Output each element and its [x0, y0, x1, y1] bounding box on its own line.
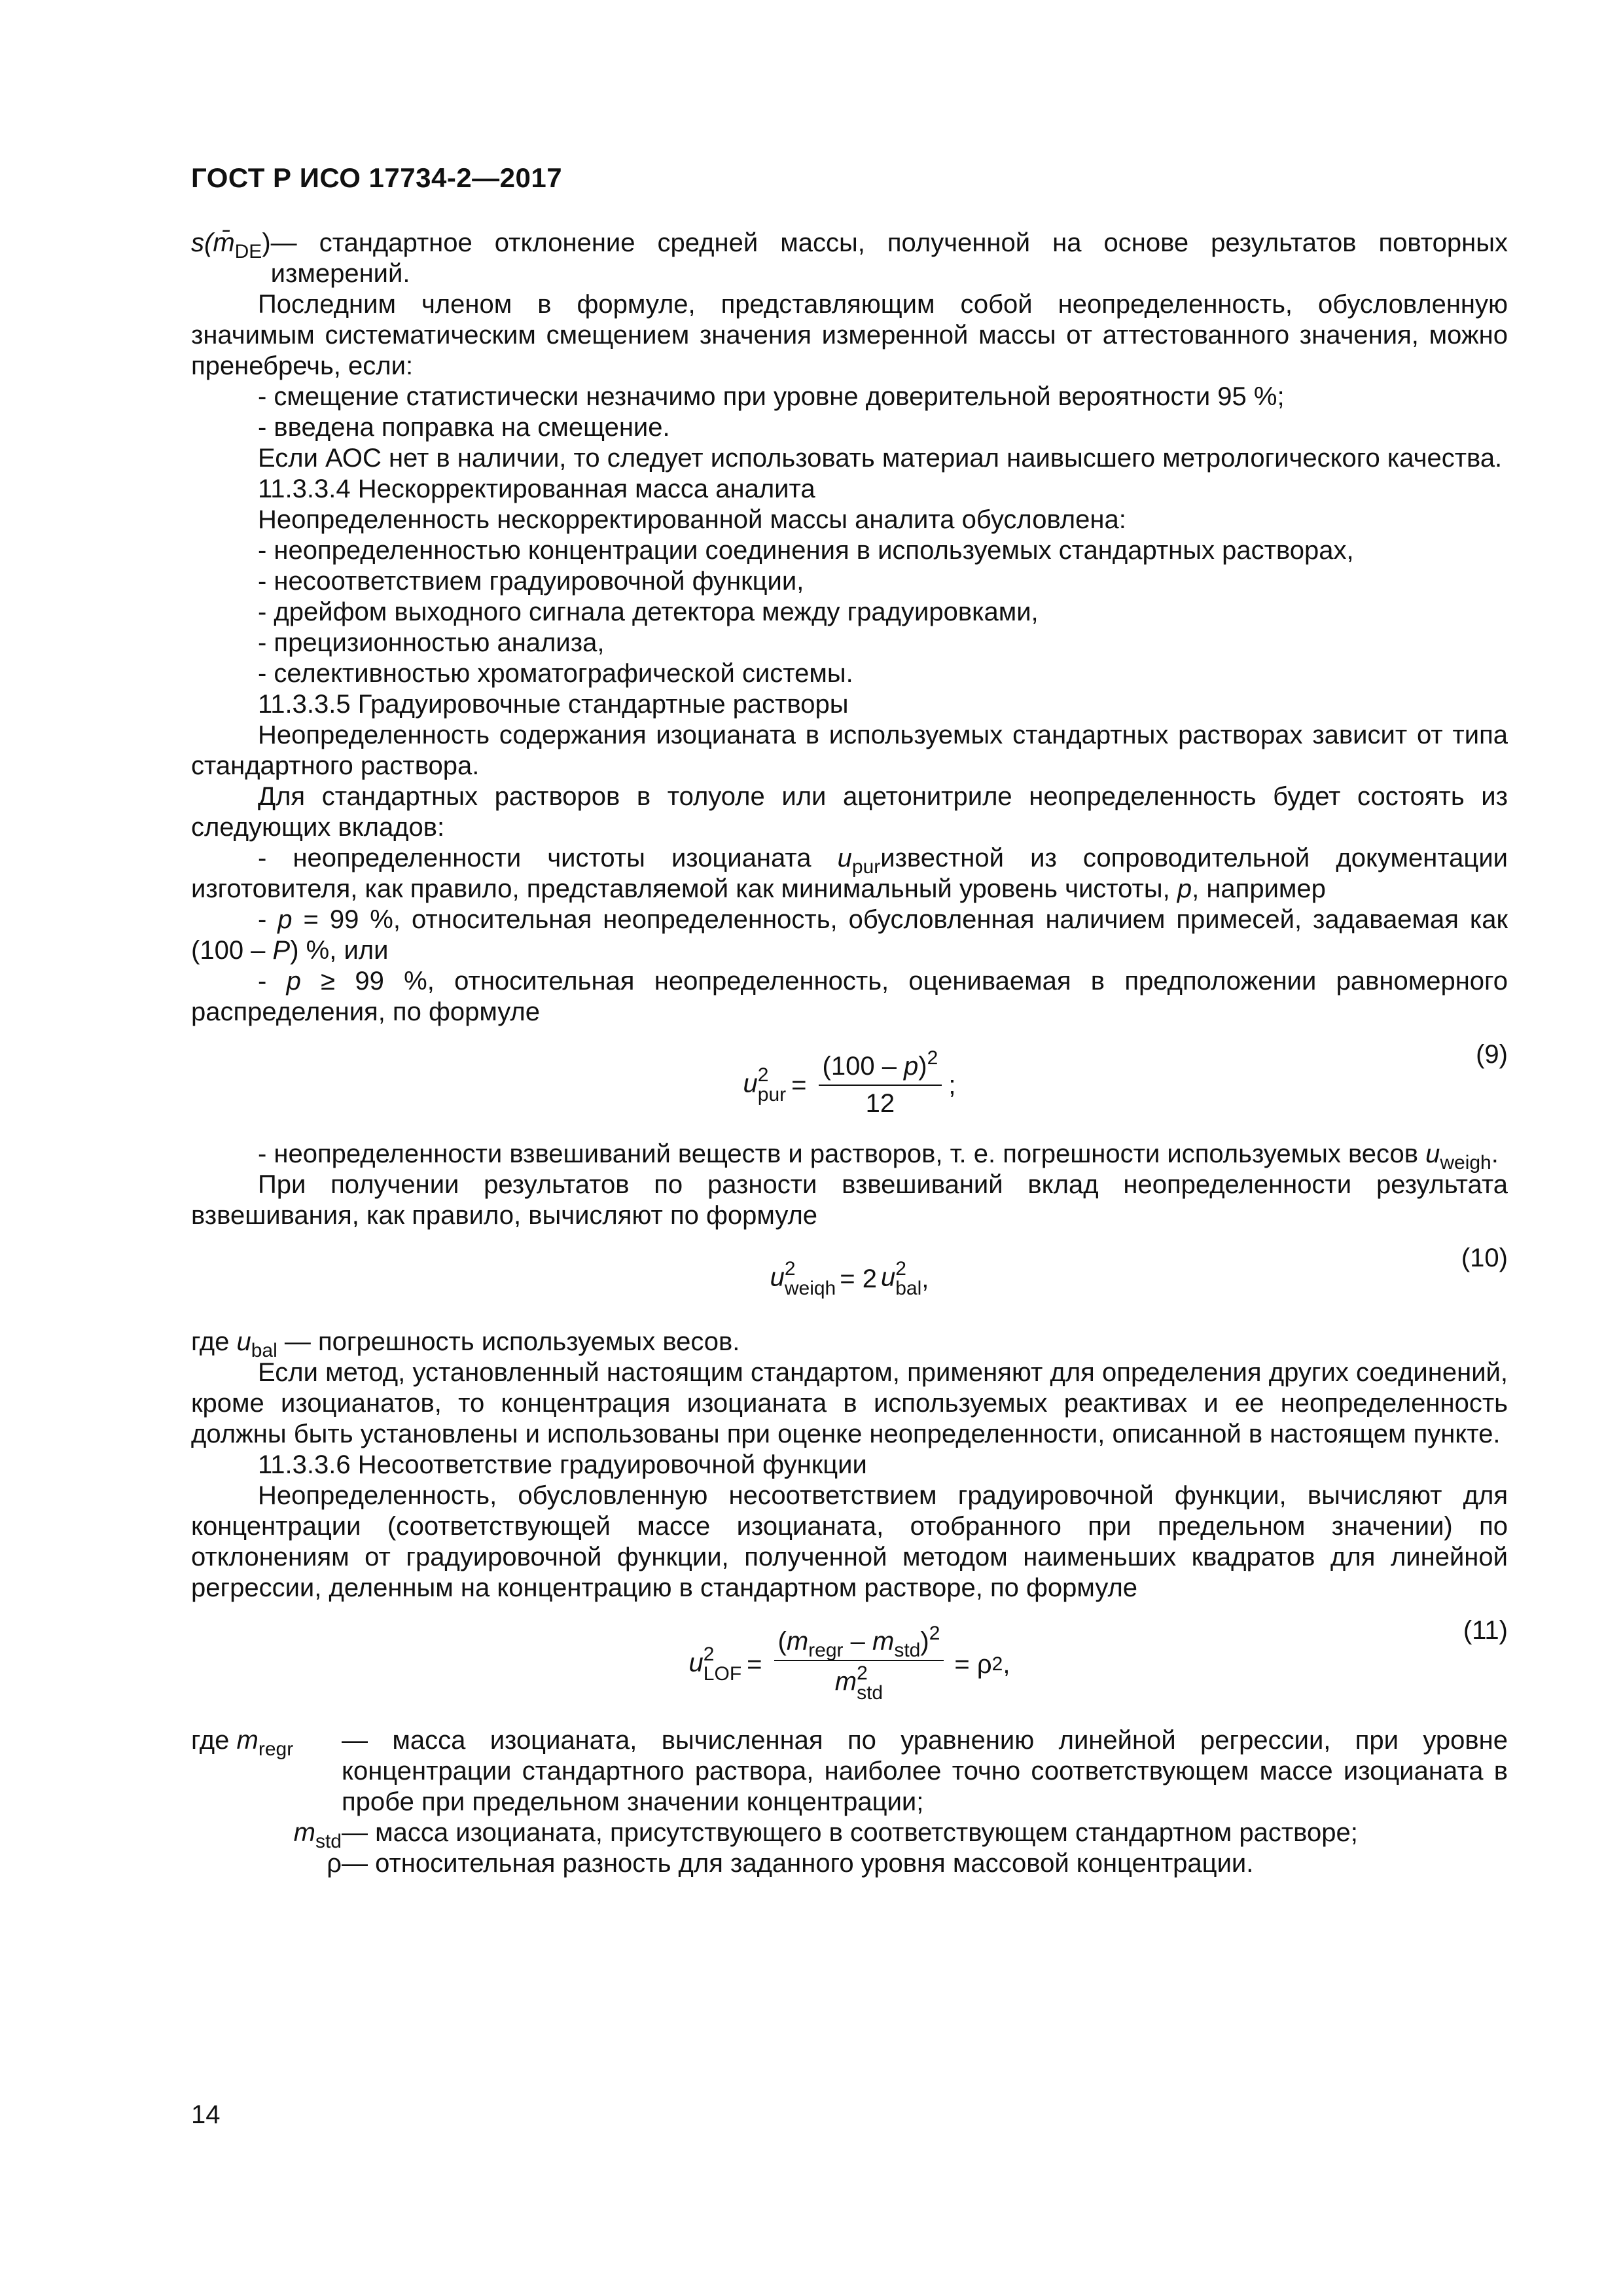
definition-m-std: $m_{std}$ — масса изоцианата, присутствующего в соответствующем стандартном растворе; — [293, 1818, 1358, 1852]
fraction: $\frac{(100 - p)^2}{12}$ — [819, 1051, 942, 1119]
formula-number: (11) — [1463, 1616, 1508, 1645]
section-heading: 11.3.3.4 Нескорректированная масса аналита — [258, 475, 815, 503]
fraction: $(m_{regr} - m_{std})^2$ m 2 std — [774, 1626, 944, 1703]
paragraph: Последним членом в формуле, представляющим собой неопределенность, обусловленную значимым систематическим смещением значения измеренной массы от аттестованного значения, можно пренебречь, если: — [191, 290, 1508, 380]
definition-m-regr: где $m_{regr}$ — масса изоцианата, вычисленная по уравнению линейной регрессии, при уровне концентрации стандартного раствора, наиболее точно соответствующем массе изоцианата в пробе при предельном значении концентрации; — [191, 1726, 1508, 1816]
paragraph: Неопределенность содержания изоцианата в используемых стандартных растворах зависит от типа стандартного раствора. — [191, 721, 1508, 780]
where-definition: где $u_{bal}$ — погрешность используемых весов. — [191, 1327, 740, 1361]
definitions-list — [191, 1725, 1508, 1879]
document-header: ГОСТ Р ИСО 17734-2—2017 — [191, 162, 563, 193]
definition-rho: ρ — относительная разность для заданного уровня массовой концентрации. — [327, 1849, 1254, 1878]
paragraph: Если АОС нет в наличии, то следует использовать материал наивысшего метрологического качества. — [258, 444, 1503, 473]
list-item: - дрейфом выходного сигнала детектора между градуировками, — [258, 598, 1039, 626]
paragraph: Если метод, установленный настоящим стандартом, применяют для определения других соединений, кроме изоцианатов, то концентрация изоцианата в используемых реактивах и ее неопределенность должны быть установлены и использованы при оценке неопределенности, описанной в настоящем пункте. — [191, 1358, 1508, 1448]
paragraph: При получении результатов по разности взвешиваний вклад неопределенности результата взвешивания, как правило, вычисляют по формуле — [191, 1170, 1508, 1230]
paragraph: Неопределенность, обусловленную несоответствием градуировочной функции, вычисляют для концентрации (соответствующей массе изоцианата, отобранного при предельном значении) по отклонениям от градуировочной функции, полученной методом наименьших квадратов для линейной регрессии, деленным на концентрацию в стандартном растворе, по формуле — [191, 1481, 1508, 1602]
definition-s-mde — [191, 228, 1508, 289]
list-item: - селективностью хроматографической системы. — [258, 659, 853, 688]
definition-term: $s(m̄_{DE})$ — [191, 228, 271, 262]
list-item: - введена поправка на смещение. — [258, 413, 670, 442]
paragraph: Для стандартных растворов в толуоле или ацетонитриле неопределенность будет состоять из следующих вкладов: — [191, 782, 1508, 842]
formula-11: u 2 LOF = $(m_{regr} - m_{std})^2$ m 2 std = ρ 2 , (11) — [688, 1616, 1508, 1704]
paragraph: Неопределенность нескорректированной массы аналита обусловлена: — [258, 505, 1126, 534]
formula-10: u 2 weiqh = 2 u 2 bal , (10) — [770, 1244, 1508, 1299]
list-item: - прецизионностью анализа, — [258, 628, 605, 657]
formula-9: u 2 pur = $\frac{(100 - p)^2}{12}$ ; (9) — [743, 1040, 1508, 1118]
list-item: - смещение статистически незначимо при уровне доверительной вероятности 95 %; — [258, 382, 1285, 411]
formula-number: (10) — [1461, 1244, 1508, 1272]
list-item: - неопределенностью концентрации соединения в используемых стандартных растворах, — [258, 536, 1354, 565]
document-body — [191, 228, 1508, 1879]
list-item-p99: - p = 99 %, относительная неопределенность, обусловленная наличием примесей, задаваемая как (100 – P) %, или — [191, 905, 1508, 965]
list-item-purity: - неопределенности чистоты изоцианата $u_{pur}известной$ из сопроводительной документации изготовителя, как правило, представляемой как минимальный уровень чистоты, p, например — [191, 844, 1508, 903]
list-item: - несоответствием градуировочной функции, — [258, 567, 804, 596]
page-number: 14 — [191, 2100, 221, 2129]
formula-number: (9) — [1476, 1040, 1508, 1069]
list-item-p-ge-99: - p ≥ 99 %, относительная неопределенность, оцениваемая в предположении равномерного распределения, по формуле — [191, 967, 1508, 1026]
list-item-weigh: - неопределенности взвешиваний веществ и растворов, т. е. погрешности используемых весов $u_{weigh}$. — [258, 1139, 1499, 1174]
section-heading: 11.3.3.6 Несоответствие градуировочной функции — [258, 1450, 867, 1479]
definition-text: — стандартное отклонение средней массы, полученной на основе результатов повторных измерений. — [270, 228, 1508, 288]
section-heading: 11.3.3.5 Градуировочные стандартные растворы — [258, 690, 849, 719]
document-page — [191, 0, 1508, 2296]
